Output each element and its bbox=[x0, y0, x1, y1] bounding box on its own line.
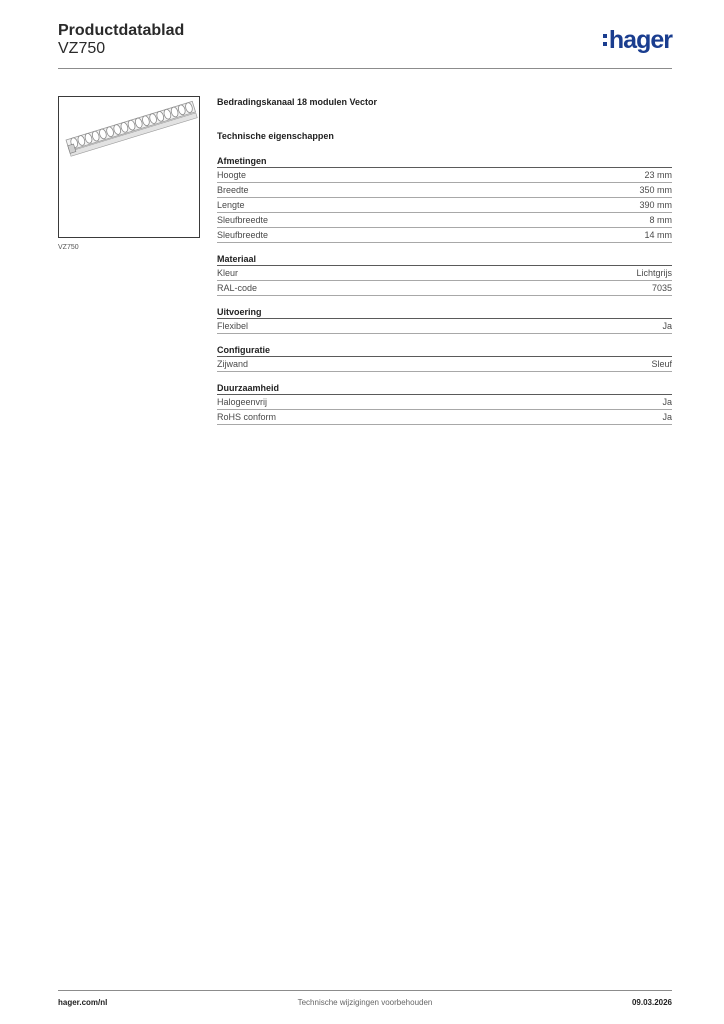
spec-row bbox=[217, 168, 672, 183]
spec-group-configuratie bbox=[217, 344, 672, 372]
spec-label: Sleufbreedte bbox=[217, 215, 269, 225]
footer-date: 09.03.2026 bbox=[631, 998, 672, 1007]
image-caption: VZ750 bbox=[58, 244, 79, 251]
header-divider bbox=[58, 68, 672, 69]
spec-label: Sleufbreedte bbox=[217, 230, 269, 240]
cable-duct-illustration bbox=[59, 97, 199, 237]
specifications-panel bbox=[217, 96, 672, 425]
group-title: Duurzaamheid bbox=[217, 382, 672, 395]
spec-row bbox=[217, 357, 672, 372]
group-title: Configuratie bbox=[217, 344, 672, 357]
spec-group-afmetingen bbox=[217, 155, 672, 243]
spec-label: RAL-code bbox=[217, 283, 258, 293]
spec-row bbox=[217, 213, 672, 228]
spec-value: Sleuf bbox=[651, 359, 672, 369]
spec-label: Hoogte bbox=[217, 170, 247, 180]
product-code: VZ750 bbox=[58, 40, 106, 57]
spec-row bbox=[217, 395, 672, 410]
hager-logo bbox=[603, 26, 672, 54]
logo-wordmark: hager bbox=[608, 26, 672, 54]
page-header bbox=[58, 20, 672, 68]
spec-value: 350 mm bbox=[639, 185, 672, 195]
spec-value: 390 mm bbox=[639, 200, 672, 210]
document-title: Productdatablad bbox=[58, 22, 185, 39]
group-title: Afmetingen bbox=[217, 155, 672, 168]
spec-value: Ja bbox=[662, 321, 672, 331]
spec-value: Ja bbox=[662, 397, 672, 407]
product-name: Bedradingskanaal 18 modulen Vector bbox=[217, 97, 378, 107]
spec-value: 23 mm bbox=[644, 170, 672, 180]
spec-row bbox=[217, 410, 672, 425]
spec-value: 7035 bbox=[651, 283, 672, 293]
spec-label: Zijwand bbox=[217, 359, 249, 369]
spec-group-materiaal bbox=[217, 253, 672, 296]
footer-notice: Technische wijzigingen voorbehouden bbox=[297, 998, 433, 1007]
spec-row bbox=[217, 198, 672, 213]
spec-label: Breedte bbox=[217, 185, 249, 195]
spec-value: Ja bbox=[662, 412, 672, 422]
spec-label: Halogeenvrij bbox=[217, 397, 268, 407]
logo-dots-icon bbox=[603, 32, 607, 48]
spec-row bbox=[217, 281, 672, 296]
spec-label: Kleur bbox=[217, 268, 239, 278]
spec-group-duurzaamheid bbox=[217, 382, 672, 425]
spec-value: 14 mm bbox=[644, 230, 672, 240]
spec-value: Lichtgrijs bbox=[636, 268, 672, 278]
spec-row bbox=[217, 319, 672, 334]
spec-label: RoHS conform bbox=[217, 412, 277, 422]
spec-row bbox=[217, 183, 672, 198]
product-image bbox=[58, 96, 200, 238]
section-heading: Technische eigenschappen bbox=[217, 131, 334, 141]
spec-value: 8 mm bbox=[649, 215, 672, 225]
footer-website-link[interactable]: hager.com/nl bbox=[58, 998, 108, 1007]
page-footer bbox=[58, 998, 672, 1010]
spec-row bbox=[217, 266, 672, 281]
group-title: Uitvoering bbox=[217, 306, 672, 319]
spec-label: Flexibel bbox=[217, 321, 249, 331]
group-title: Materiaal bbox=[217, 253, 672, 266]
spec-group-uitvoering bbox=[217, 306, 672, 334]
footer-divider bbox=[58, 990, 672, 991]
spec-label: Lengte bbox=[217, 200, 245, 210]
spec-row bbox=[217, 228, 672, 243]
